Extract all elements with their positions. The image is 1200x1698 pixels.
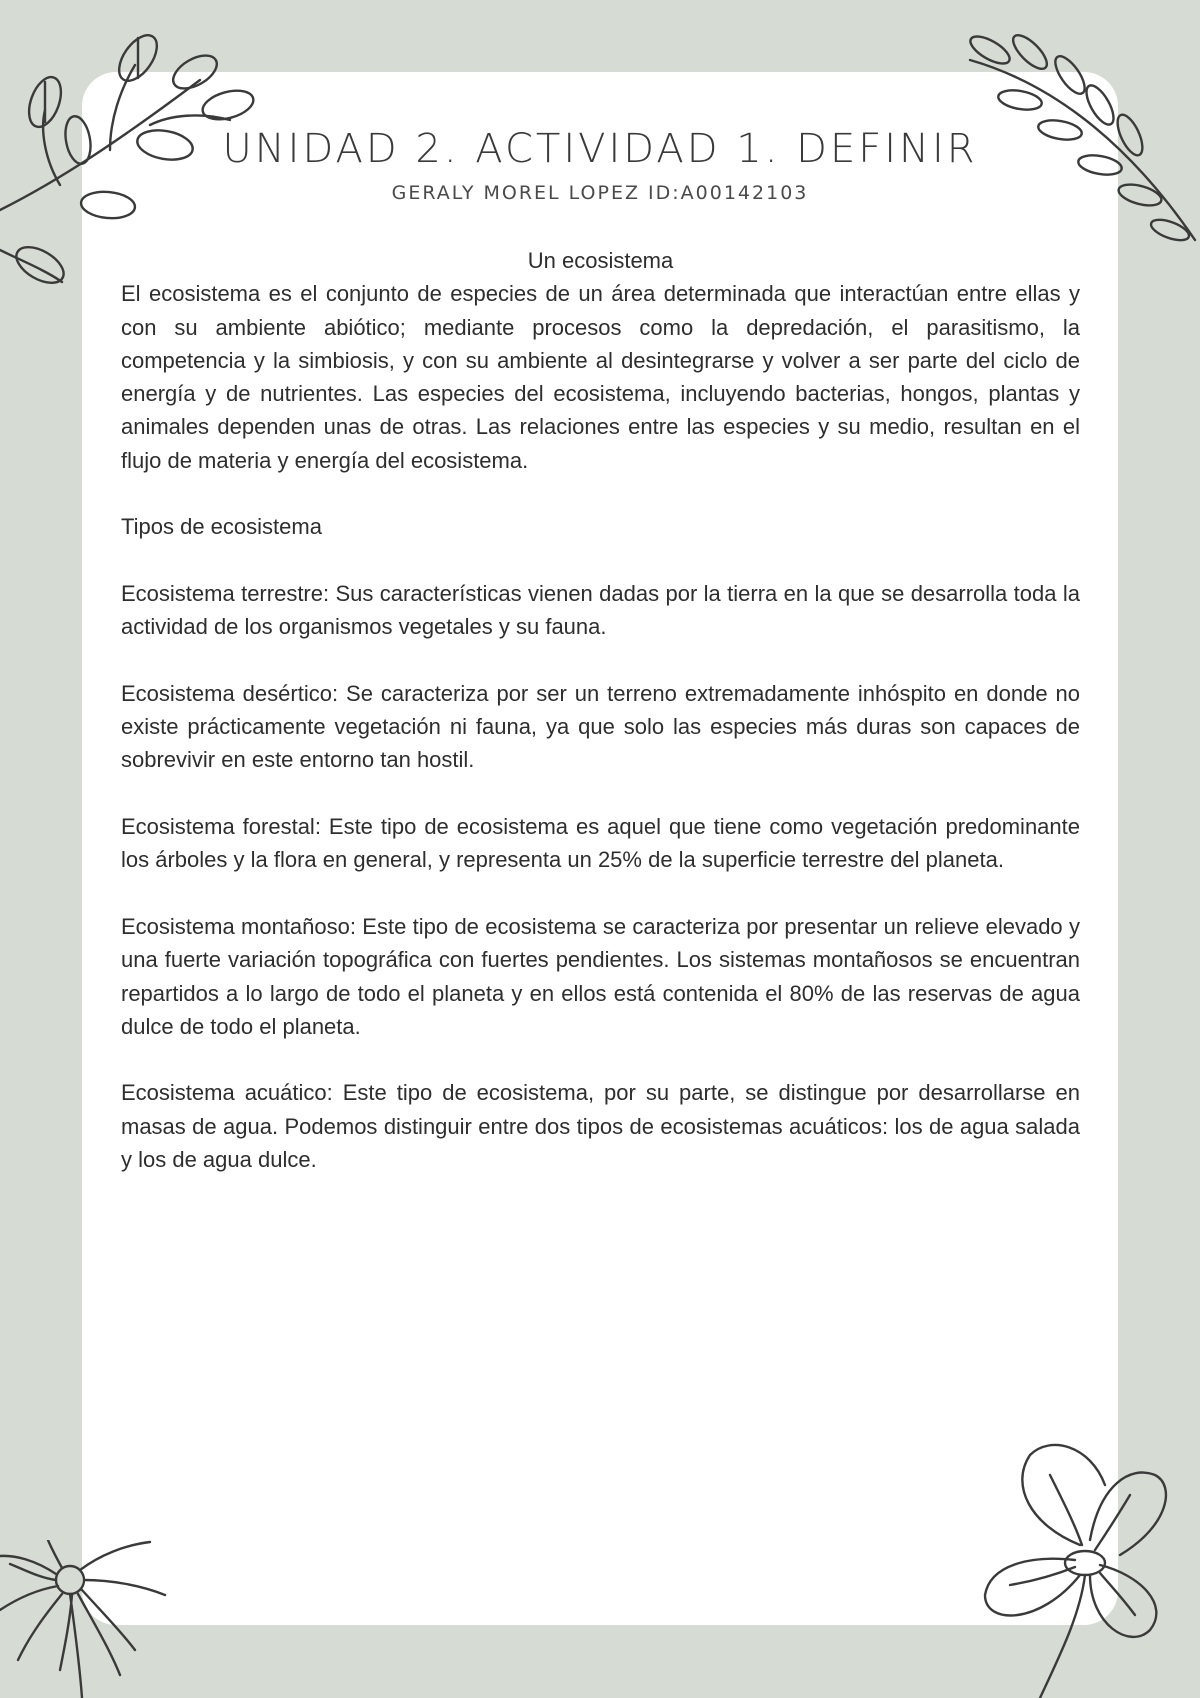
section-heading: Un ecosistema — [527, 248, 674, 273]
page-title: UNIDAD 2. ACTIVIDAD 1. DEFINIR — [222, 126, 978, 172]
daisy-bottom-left-icon — [0, 1540, 190, 1698]
type-paragraph-montanoso: Ecosistema montañoso: Este tipo de ecosistema se caracteriza por presentar un relieve elevado y una fuerte variación topográfica con fuertes pendientes. Los sistemas montañosos se encuentran repartidos a lo largo de todo el planeta y en ellos está contenida el 80% de las reservas de agua dulce de todo el planeta. — [121, 913, 1080, 1039]
flower-bottom-right-icon — [970, 1425, 1200, 1698]
types-heading: Tipos de ecosistema — [121, 514, 322, 540]
intro-paragraph: El ecosistema es el conjunto de especies de un área determinada que interactúan entre ellas y con su ambiente abiótico; mediante procesos como la depredación, el parasitismo, la competencia y la simbiosis, y con su ambiente al desintegrarse y volver a ser parte del ciclo de energía y de nutrientes. Las especies del ecosistema, incluyendo bacterias, hongos, plantas y animales dependen unas de otras. Las relaciones entre las especies y su medio, resultan en el flujo de materia y energía del ecosistema. — [121, 281, 1080, 473]
document-body — [121, 244, 1080, 1176]
author-subtitle: GERALY MOREL LOPEZ ID:A00142103 — [391, 182, 809, 204]
type-paragraph-desertico: Ecosistema desértico: Se caracteriza por ser un terreno extremadamente inhóspito en donde no existe prácticamente vegetación ni fauna, ya que solo las especies más duras son capaces de sobrevivir en este entorno tan hostil. — [121, 680, 1080, 773]
type-paragraph-acuatico: Ecosistema acuático: Este tipo de ecosistema, por su parte, se distingue por desarrollarse en masas de agua. Podemos distinguir entre dos tipos de ecosistemas acuáticos: los de agua salada y los de agua dulce. — [121, 1080, 1080, 1173]
type-paragraph-terrestre: Ecosistema terrestre: Sus características vienen dadas por la tierra en la que se desarrolla toda la actividad de los organismos vegetales y su fauna. — [121, 580, 1080, 640]
type-paragraph-forestal: Ecosistema forestal: Este tipo de ecosistema es aquel que tiene como vegetación predominante los árboles y la flora en general, y representa un 25% de la superficie terrestre del planeta. — [121, 814, 1080, 873]
